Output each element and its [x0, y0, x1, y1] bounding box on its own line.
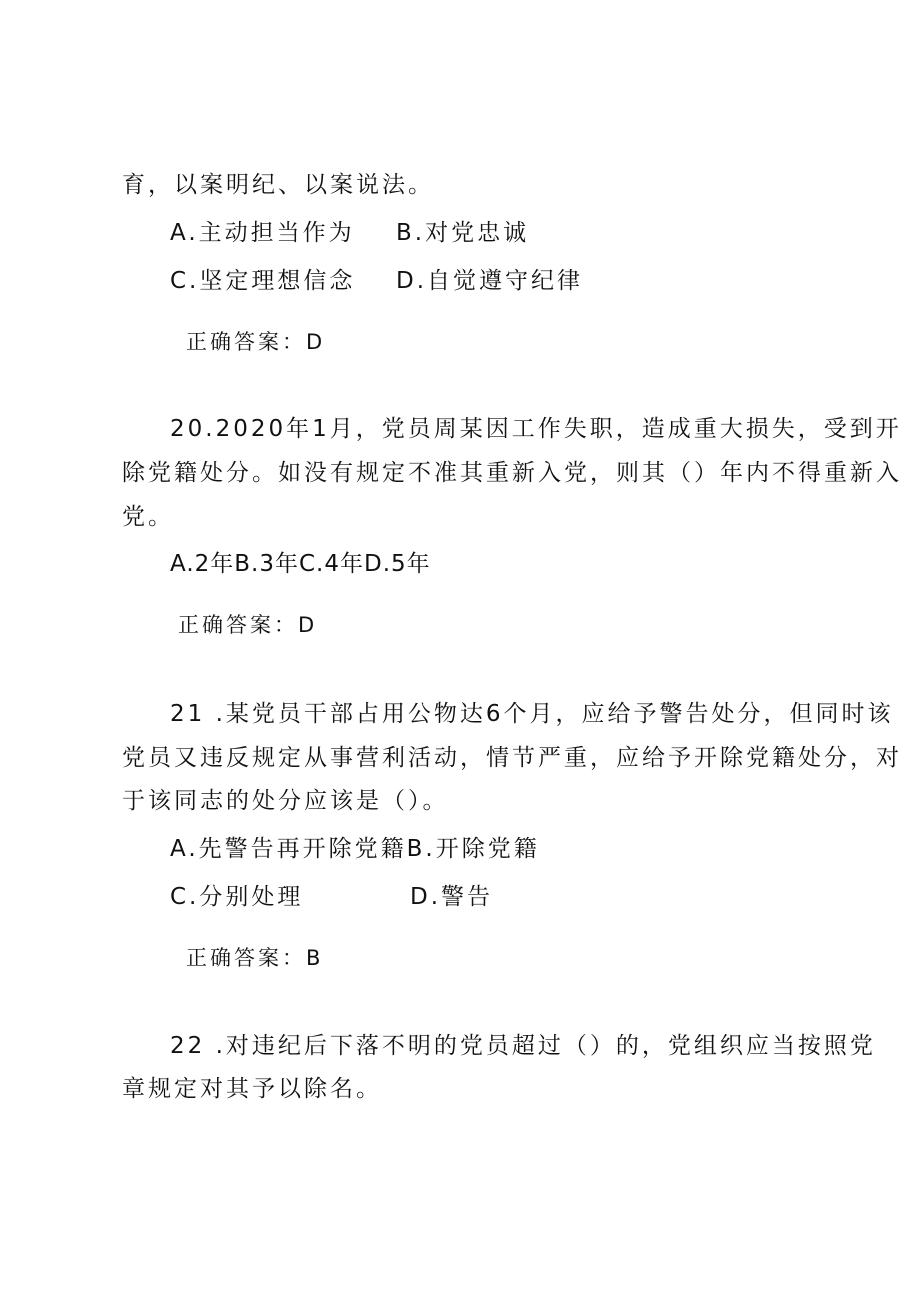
q19-option-c: C.坚定理想信念: [170, 268, 356, 294]
q19-text-tail: 育，以案明纪、以案说法。: [122, 172, 434, 198]
q21-text-line-1: 21 .某党员干部占用公物达6个月，应给予警告处分，但同时该: [170, 701, 894, 727]
q21-option-c: C.分别处理: [170, 884, 304, 910]
q21-option-d: D.警告: [410, 884, 494, 910]
q21-text-line-3: 于该同志的处分应该是（）。: [122, 788, 449, 814]
q22-text-line-1: 22 .对违纪后下落不明的党员超过（）的，党组织应当按照党: [170, 1033, 876, 1059]
q21-text-line-2: 党员又违反规定从事营利活动，情节严重，应给予开除党籍处分，对: [122, 745, 902, 771]
q20-answer: 正确答案：D: [178, 613, 318, 637]
q20-text-line-2: 除党籍处分。如没有规定不准其重新入党，则其（）年内不得重新入: [122, 460, 902, 486]
q20-text-line-1: 20.2020年1月，党员周某因工作失职，造成重大损失，受到开: [170, 416, 902, 442]
q20-options: A.2年B.3年C.4年D.5年: [170, 551, 431, 577]
q20-text-line-3: 党。: [122, 504, 174, 530]
q21-option-ab: A.先警告再开除党籍B.开除党籍: [170, 836, 540, 862]
q19-option-a: A.主动担当作为: [170, 220, 355, 246]
q21-answer: 正确答案：B: [186, 946, 324, 970]
q22-text-line-2: 章规定对其予以除名。: [122, 1076, 382, 1102]
q19-option-d: D.自觉遵守纪律: [396, 268, 584, 294]
q19-option-b: B.对党忠诚: [396, 220, 530, 246]
q19-answer: 正确答案：D: [186, 330, 326, 354]
